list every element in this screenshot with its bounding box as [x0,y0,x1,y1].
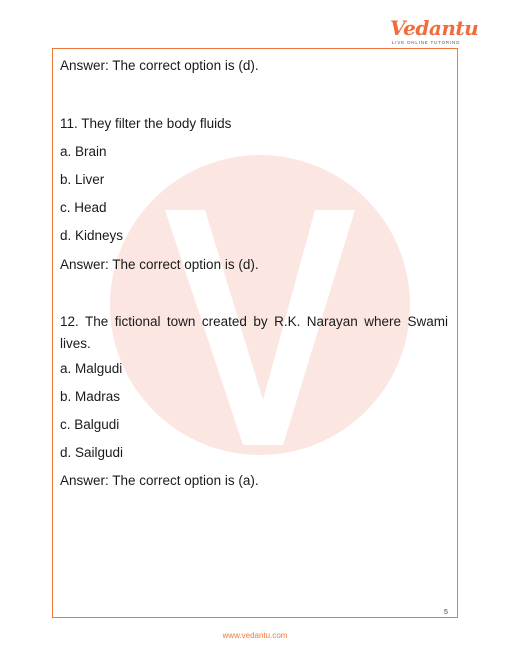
answer-line: Answer: The correct option is (d). [60,257,259,272]
option-item: d. Kidneys [60,228,124,243]
vedantu-logo [388,16,479,48]
option-item: c. Balgudi [60,417,120,432]
question-text: 11. They filter the body fluids [60,116,232,131]
answer-line: Answer: The correct option is (a). [60,473,259,488]
logo-wordmark: Vedantu [390,16,479,40]
vedantu-watermark-icon [105,150,415,460]
page-number: 5 [444,609,448,616]
logo-tagline: LIVE ONLINE TUTORING [392,40,461,45]
option-item: a. Malgudi [60,361,123,376]
question-text: 12. The fictional town created by R.K. Narayan where Swami lives. [60,314,448,351]
option-item: b. Liver [60,172,105,187]
option-item: b. Madras [60,389,121,404]
option-item: a. Brain [60,144,107,159]
answer-line: Answer: The correct option is (d). [60,58,259,73]
option-item: c. Head [60,200,107,215]
option-item: d. Sailgudi [60,445,124,460]
footer-link[interactable]: www.vedantu.com [222,631,288,640]
